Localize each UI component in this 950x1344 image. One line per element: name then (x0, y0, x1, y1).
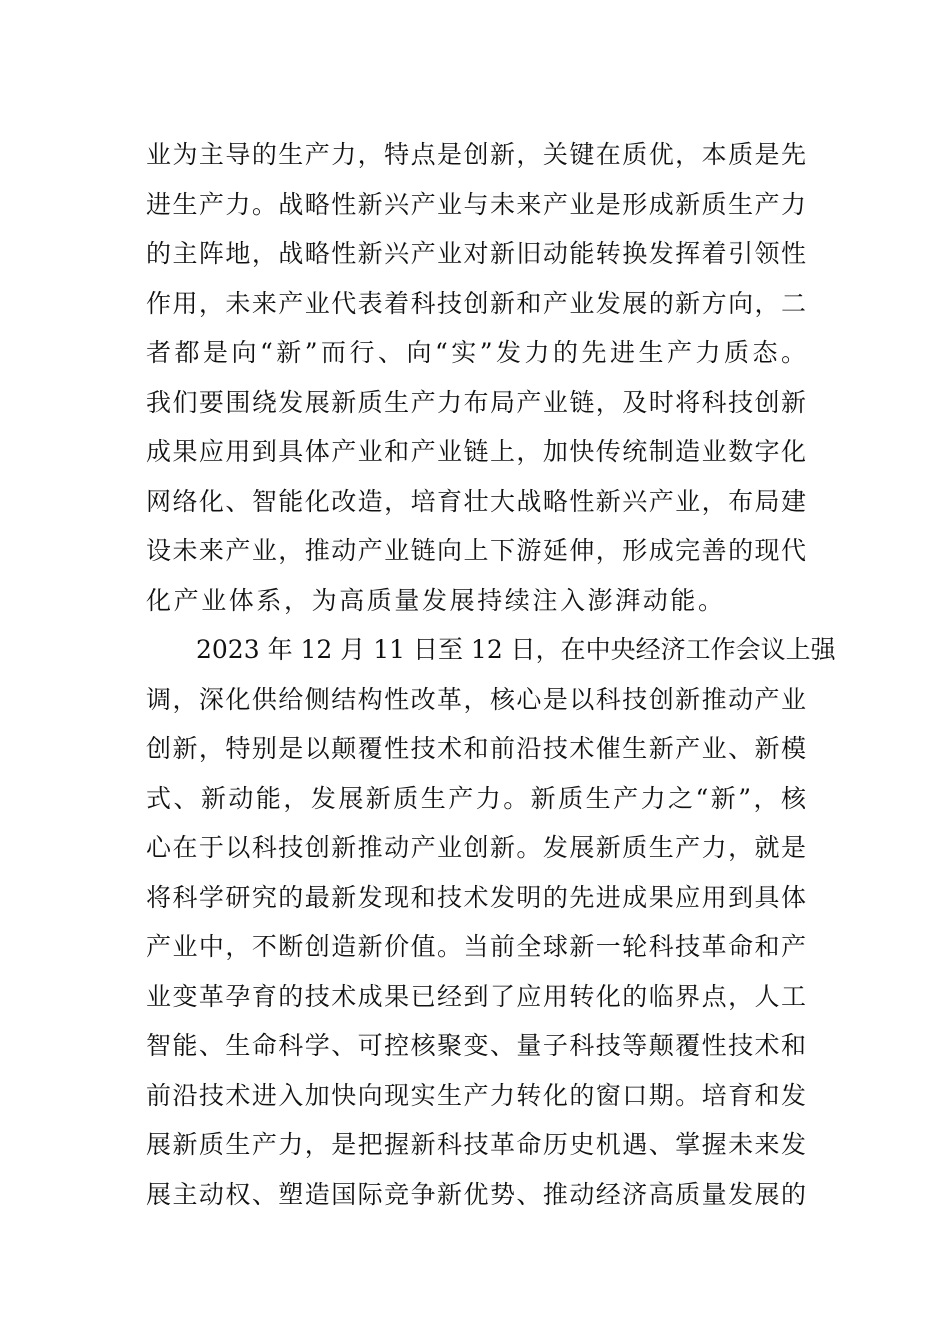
text-line: 调，深化供给侧结构性改革，核心是以科技创新推动产业 (146, 684, 806, 714)
paragraph-1 (146, 130, 806, 625)
text-line: 心在于以科技创新推动产业创新。发展新质生产力，就是 (146, 833, 806, 862)
text-line: 的主阵地，战略性新兴产业对新旧动能转换发挥着引领性 (146, 239, 806, 268)
text-line: 者都是向“新”而行、向“实”发力的先进生产力质态。 (146, 338, 806, 367)
text-line: 化产业体系，为高质量发展持续注入澎湃动能。 (146, 585, 726, 615)
text-line: 网络化、智能化改造，培育壮大战略性新兴产业，布局建 (146, 486, 806, 516)
text-line: 创新，特别是以颠覆性技术和前沿技术催生新产业、新模 (146, 734, 806, 763)
text-line: 业为主导的生产力，特点是创新，关键在质优，本质是先 (146, 140, 806, 169)
body-text (146, 130, 836, 1219)
text-line: 2023 年 12 月 11 日至 12 日，在中央经济工作会议上强 (196, 635, 836, 664)
text-line: 我们要围绕发展新质生产力布局产业链，及时将科技创新 (146, 387, 806, 417)
text-line: 智能、生命科学、可控核聚变、量子科技等颠覆性技术和 (146, 1031, 806, 1060)
text-line: 成果应用到具体产业和产业链上，加快传统制造业数字化 (146, 437, 806, 466)
text-line: 作用，未来产业代表着科技创新和产业发展的新方向，二 (146, 288, 806, 318)
text-line: 产业中，不断创造新价值。当前全球新一轮科技革命和产 (146, 932, 806, 961)
text-line: 展主动权、塑造国际竞争新优势、推动经济高质量发展的 (146, 1179, 806, 1209)
text-line: 进生产力。战略性新兴产业与未来产业是形成新质生产力 (146, 189, 806, 219)
text-line: 设未来产业，推动产业链向上下游延伸，形成完善的现代 (146, 536, 806, 565)
text-line: 业变革孕育的技术成果已经到了应用转化的临界点，人工 (146, 981, 806, 1011)
text-line: 式、新动能，发展新质生产力。新质生产力之“新”，核 (146, 783, 806, 813)
text-line: 前沿技术进入加快向现实生产力转化的窗口期。培育和发 (146, 1080, 806, 1110)
paragraph-2 (146, 625, 836, 1219)
text-line: 展新质生产力，是把握新科技革命历史机遇、掌握未来发 (146, 1130, 806, 1159)
text-line: 将科学研究的最新发现和技术发明的先进成果应用到具体 (146, 882, 806, 912)
